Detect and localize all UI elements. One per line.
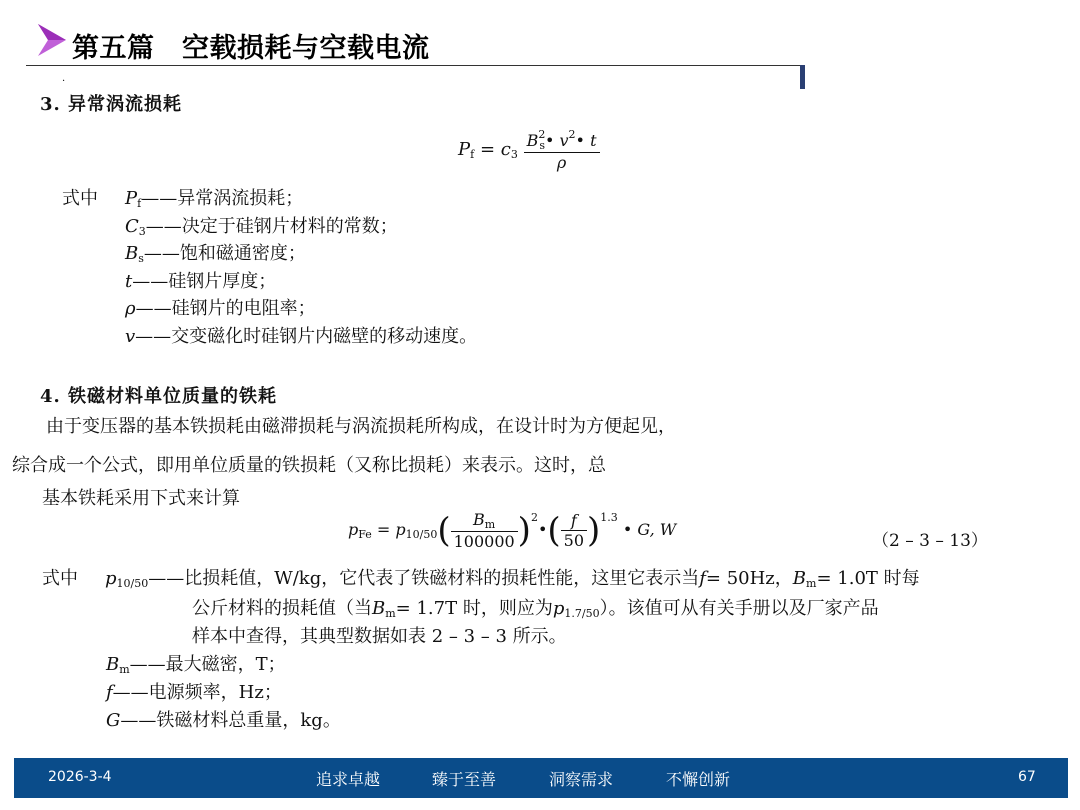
section4-para-line2: 综合成一个公式，即用单位质量的铁损耗（又称比损耗）来表示。这时，总: [12, 455, 606, 476]
page-title: 第五篇 空载损耗与空载电流: [72, 33, 430, 64]
section4-heading: 4. 铁磁材料单位质量的铁耗: [40, 386, 278, 407]
bullet-dot: ·: [62, 76, 66, 87]
def-p10-line1: $p_{10/50}——$比损耗值，W/kg，它代表了铁磁材料的损耗性能，这里它表示当f= 50Hz，$B_m= 1.0T$ 时每: [105, 568, 920, 590]
section4-para-line1: 由于变压器的基本铁损耗由磁滞损耗与涡流损耗所构成，在设计时为方便起见，: [46, 416, 676, 437]
title-divider: [26, 65, 804, 66]
footer-date: 2026-3-4: [48, 769, 112, 785]
section3-definition-row: v——交变磁化时硅钢片内磁壁的移动速度。: [125, 325, 478, 347]
title-accent-bar: [800, 65, 805, 89]
footer-bar: [14, 758, 1068, 798]
def-p10-line2: 公斤材料的损耗值（当$B_m= 1.7T$ 时，则应为$p_{1.7/50}$）。该值可从有关手册以及厂家产品: [192, 598, 879, 620]
section4-where-label: 式中: [42, 568, 78, 589]
section3-definition-row: $P_f——$异常涡流损耗；: [125, 188, 304, 210]
footer-motto-3: 洞察需求: [549, 770, 614, 789]
section3-definition-row: $C_3——$决定于硅钢片材料的常数；: [125, 215, 398, 238]
section4-para-line3: 基本铁耗采用下式来计算: [42, 488, 240, 509]
section3-formula: $P_f = c_3$ $\frac{B^2_s• v^2• t}{\rho}$: [458, 128, 600, 172]
footer-page-number: 67: [1018, 769, 1036, 785]
section3-definition-row: $B_s——$饱和磁通密度；: [125, 243, 306, 265]
def-p10-line3: 样本中查得，其典型数据如表 2 – 3 – 3 所示。: [192, 626, 567, 647]
section4-definition-row: f——电源频率，Hz；: [106, 682, 282, 703]
footer-motto-1: 追求卓越: [316, 770, 381, 789]
footer-motto-2: 臻于至善: [432, 770, 497, 789]
title-arrow-icon: [36, 20, 70, 60]
section4-definition-row: G——铁磁材料总重量，kg。: [106, 710, 341, 731]
section3-where-label: 式中: [62, 188, 98, 209]
section3-heading: 3. 异常涡流损耗: [40, 94, 183, 115]
section4-formula: $p_{Fe} = p_{10/50}$( $\frac{B_m}{100000}$ )$^2$•( $\frac{f}{50}$ )$^{1.3}$ • G, W: [348, 510, 677, 551]
formula-number: （2 – 3 – 13）: [872, 531, 988, 551]
section3-definition-row: t——硅钢片厚度；: [125, 270, 277, 292]
footer-motto-4: 不懈创新: [666, 770, 731, 789]
section3-definition-row: ρ——硅钢片的电阻率；: [125, 298, 316, 319]
section4-definition-row: $B_m——$最大磁密，T；: [106, 654, 286, 676]
